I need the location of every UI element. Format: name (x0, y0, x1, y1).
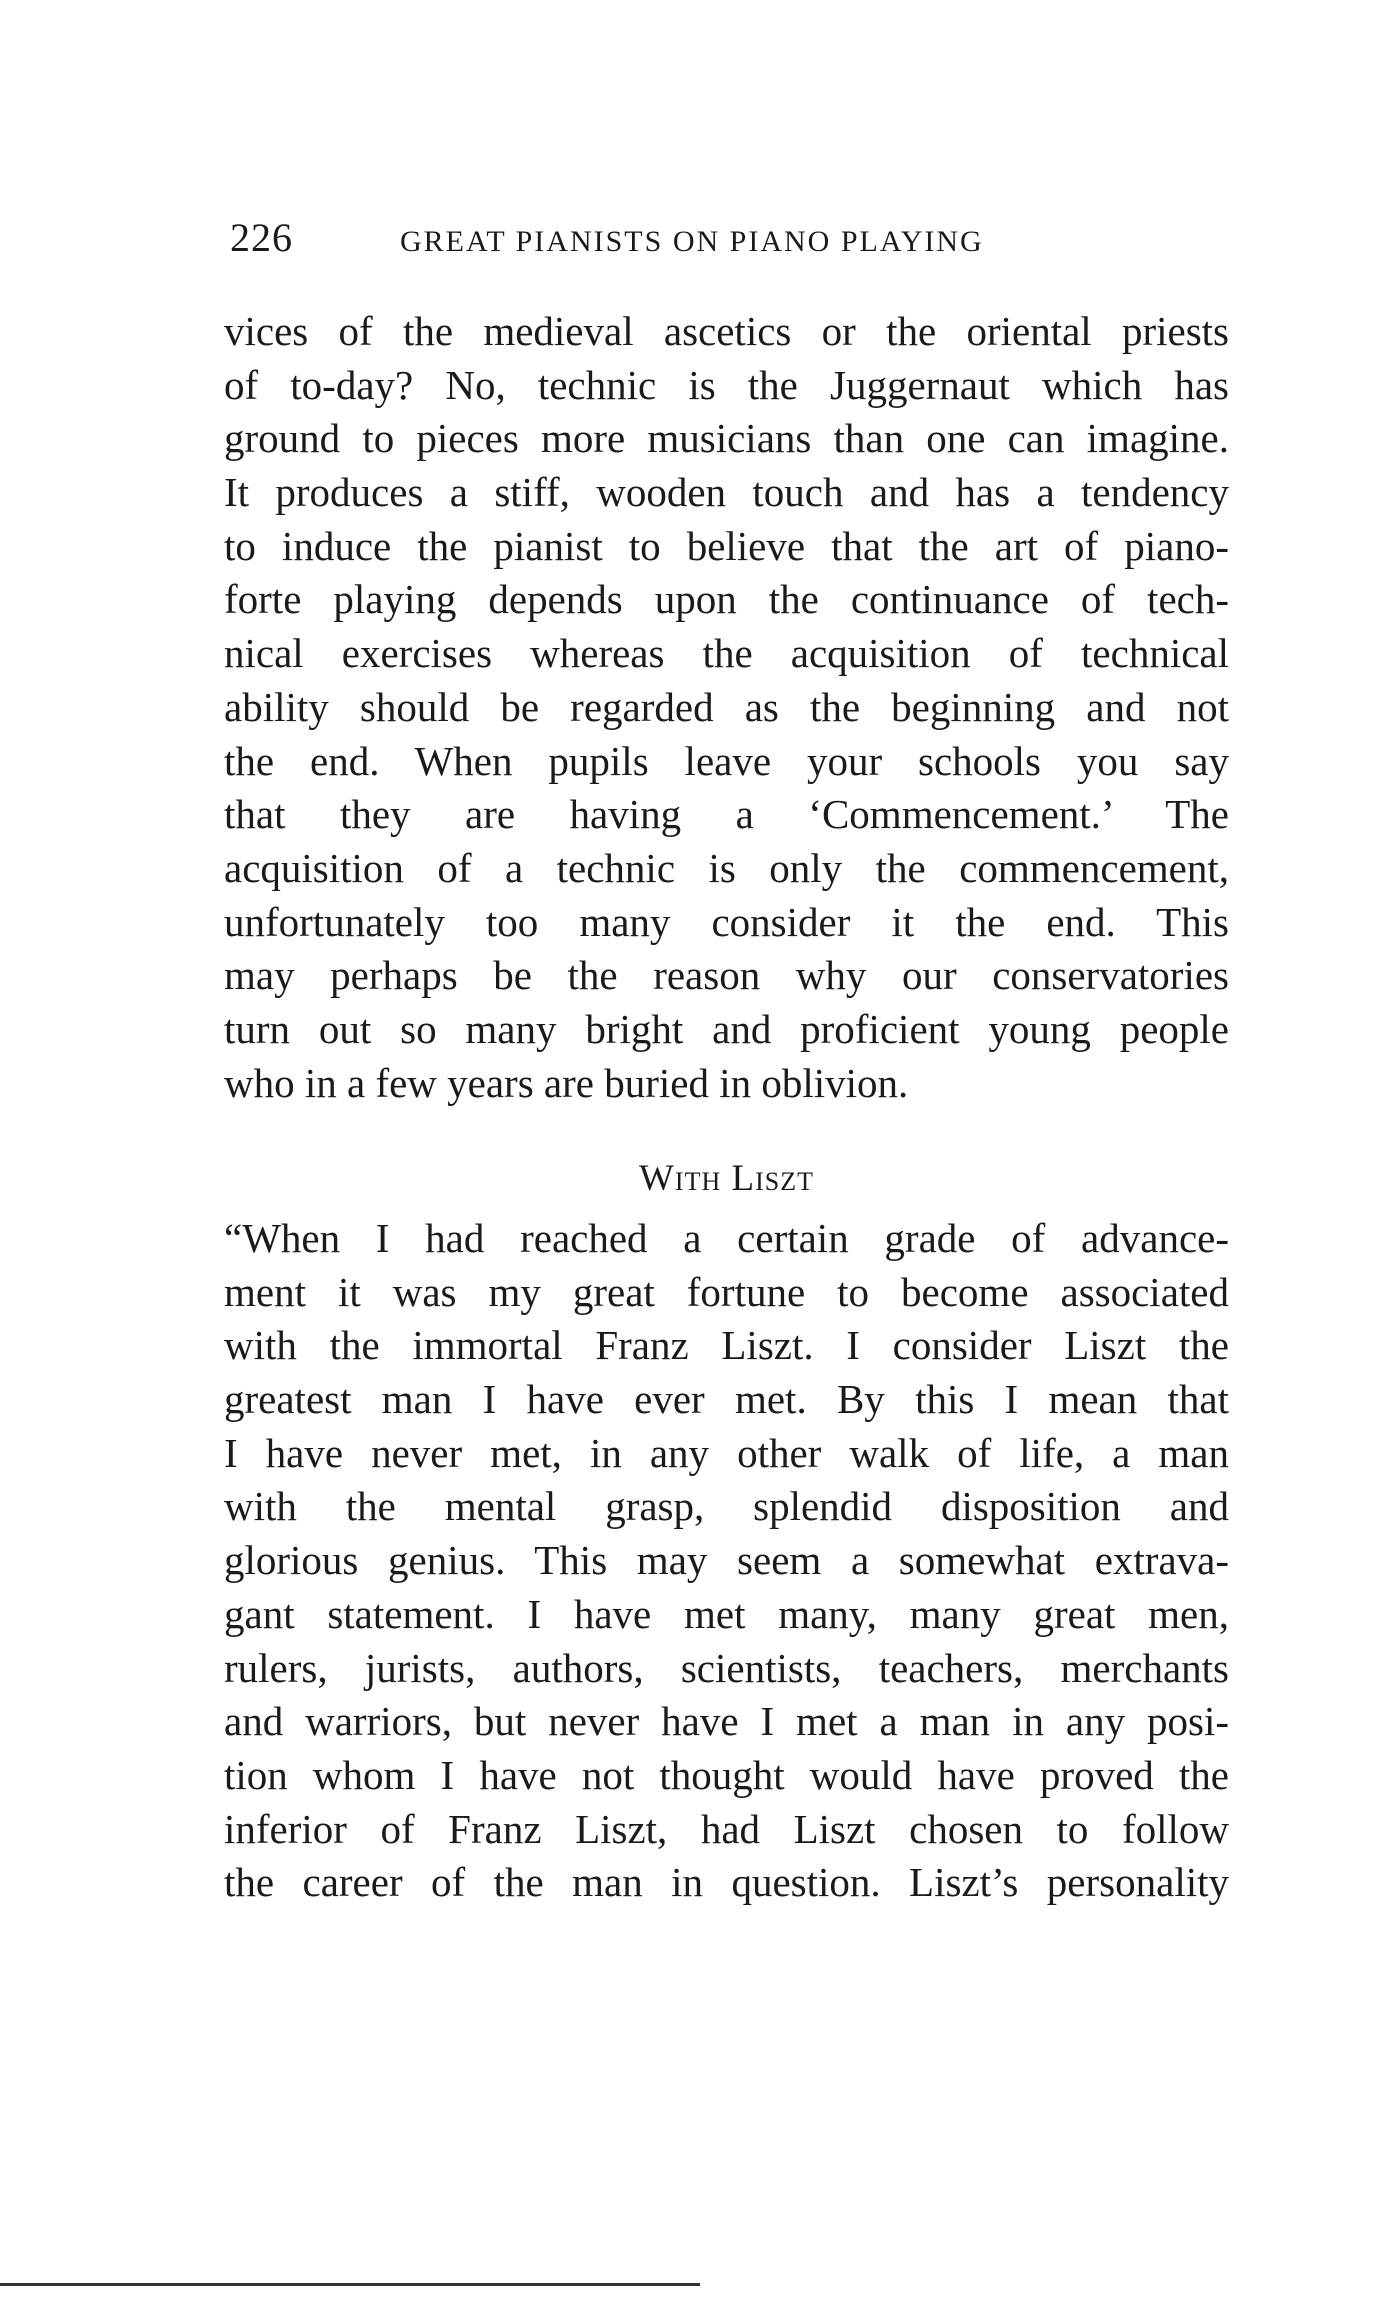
page-number: 226 (230, 215, 293, 260)
text-line: ment it was my great fortune to become associated (224, 1268, 1229, 1315)
text-line: with the mental grasp, splendid disposition and (224, 1483, 1229, 1530)
text-line: greatest man I have ever met. By this I mean that (224, 1376, 1229, 1423)
text-line: tion whom I have not thought would have proved the (224, 1751, 1229, 1798)
text-line: the career of the man in question. Liszt’s personality (224, 1859, 1229, 1906)
text-line: “When I had reached a certain grade of advance- (224, 1215, 1229, 1261)
text-line: acquisition of a technic is only the commencement, (224, 844, 1229, 891)
paragraph-technic (224, 305, 1229, 1110)
text-line: that they are having a ‘Commencement.’ The (224, 791, 1229, 838)
paragraph-liszt (224, 1212, 1229, 1910)
text-line: of to-day? No, technic is the Juggernaut which has (224, 361, 1229, 408)
text-line: vices of the medieval ascetics or the oriental priests (224, 308, 1229, 354)
section-heading: With Liszt (639, 1158, 814, 1199)
text-line: and warriors, but never have I met a man in any posi- (224, 1698, 1229, 1745)
text-line: glorious genius. This may seem a somewhat extrava- (224, 1537, 1229, 1584)
text-line: with the immortal Franz Liszt. I consider Liszt the (224, 1322, 1229, 1369)
text-line: who in a few years are buried in oblivion. (224, 1059, 909, 1106)
running-title: GREAT PIANISTS ON PIANO PLAYING (400, 225, 984, 258)
text-line: forte playing depends upon the continuance of tech- (224, 576, 1229, 623)
text-line: nical exercises whereas the acquisition of technical (224, 630, 1229, 677)
text-line: I have never met, in any other walk of life, a man (224, 1429, 1229, 1476)
text-line: to induce the pianist to believe that the art of piano- (224, 522, 1229, 569)
text-line: It produces a stiff, wooden touch and has a tendency (224, 469, 1229, 516)
text-line: rulers, jurists, authors, scientists, teachers, merchants (224, 1644, 1229, 1691)
text-line: may perhaps be the reason why our conservatories (224, 952, 1229, 999)
text-line: ground to pieces more musicians than one can imagine. (224, 415, 1229, 462)
text-line: unfortunately too many consider it the end. This (224, 898, 1229, 945)
text-line: the end. When pupils leave your schools you say (224, 737, 1229, 784)
running-head (230, 208, 1230, 268)
text-line: ability should be regarded as the beginning and not (224, 683, 1229, 730)
bottom-scan-rule (0, 2283, 700, 2286)
text-line: turn out so many bright and proficient young people (224, 1005, 1229, 1052)
text-line: gant statement. I have met many, many great men, (224, 1590, 1229, 1637)
text-line: inferior of Franz Liszt, had Liszt chosen to follow (224, 1805, 1229, 1852)
